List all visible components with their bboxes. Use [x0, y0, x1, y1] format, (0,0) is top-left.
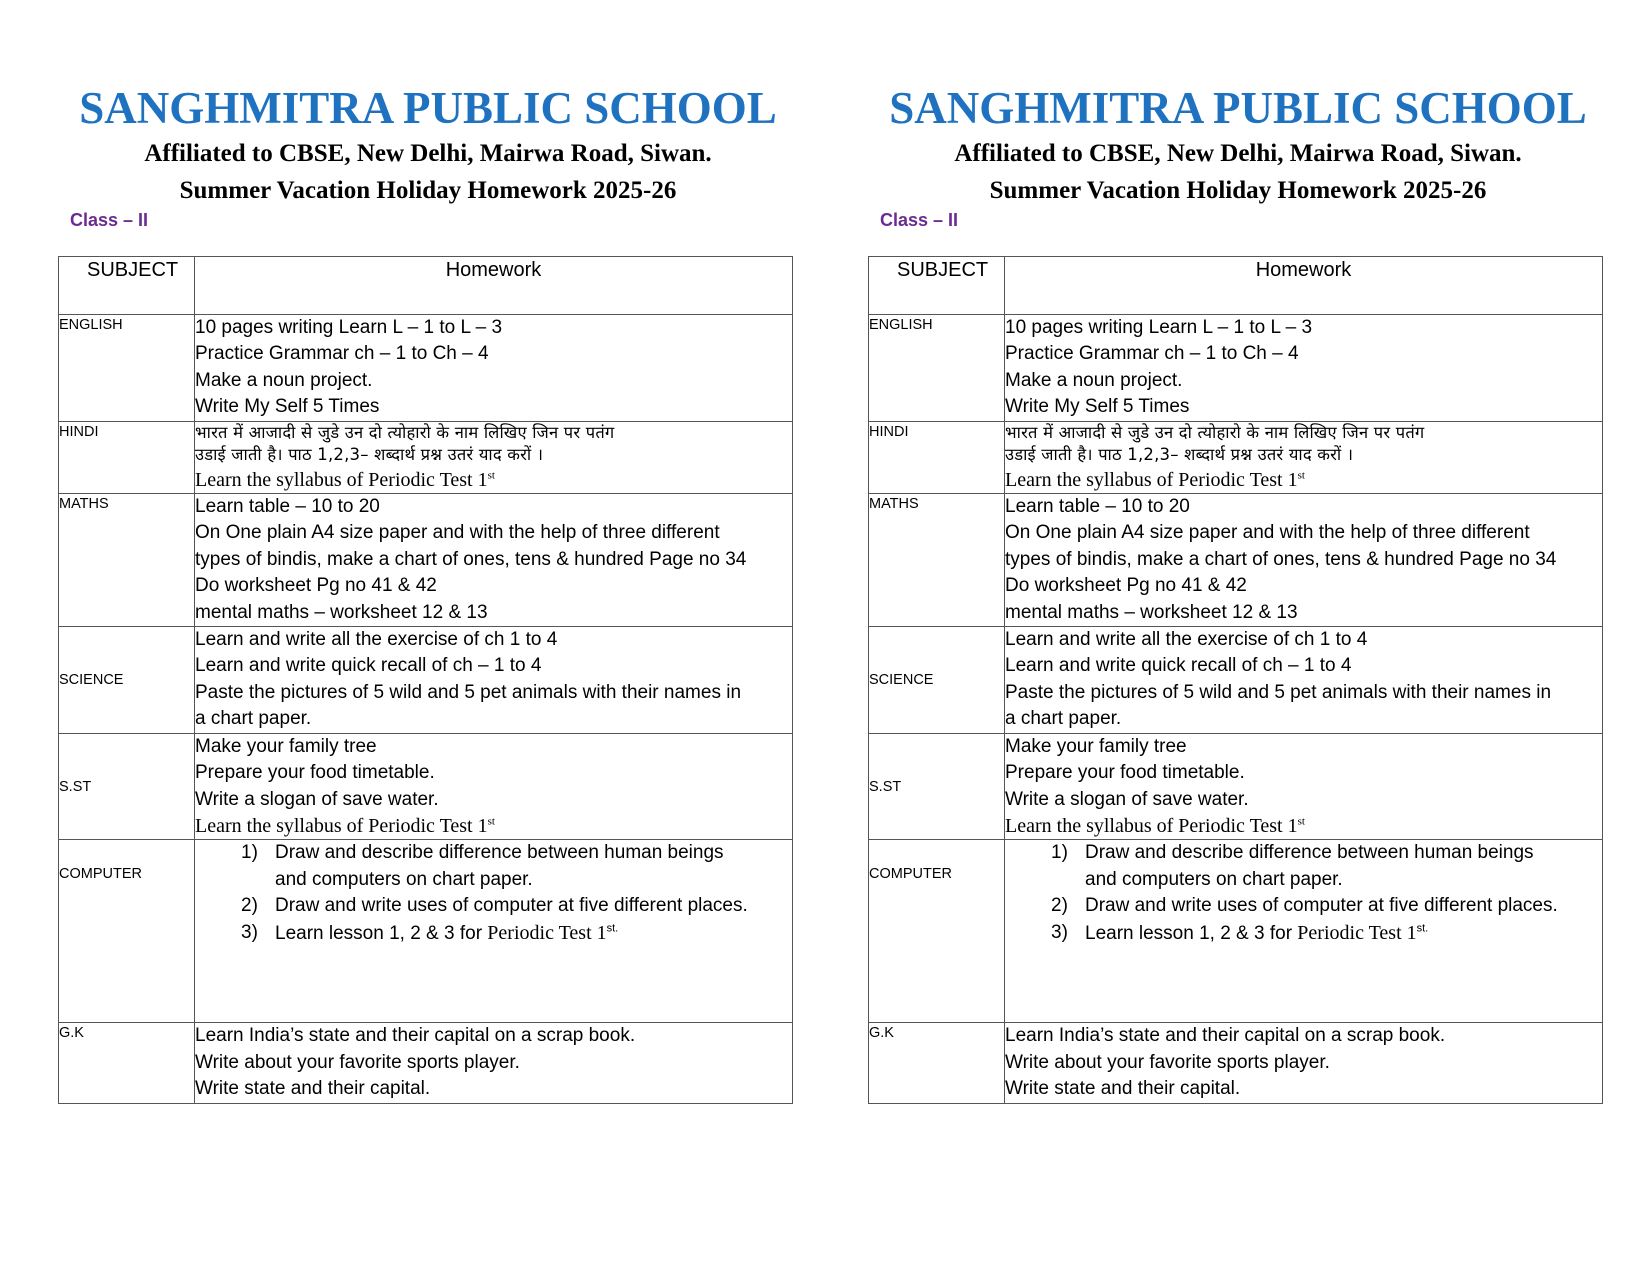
homework-line: Learn and write all the exercise of ch 1 to 4: [195, 629, 558, 651]
homework-line: Learn table – 10 to 20: [1005, 496, 1190, 518]
homework-line: Make your family tree: [1005, 735, 1187, 757]
computer-task-list: [195, 840, 792, 947]
subject-cell: S.ST: [869, 733, 1005, 840]
homework-line: Practice Grammar ch – 1 to Ch – 4: [195, 343, 489, 365]
table-row-maths: [869, 494, 1603, 627]
homework-cell: [1005, 840, 1603, 1023]
periodic-test-line: [195, 467, 792, 493]
subject-cell: G.K: [59, 1023, 195, 1103]
homework-table: [58, 256, 793, 1104]
table-header-row: [59, 257, 793, 315]
homework-cell: [195, 421, 793, 493]
homework-line: and computers on chart paper.: [275, 868, 533, 890]
homework-line: Do worksheet Pg no 41 & 42: [1005, 575, 1247, 597]
list-number: 2): [1051, 895, 1068, 917]
homework-line: Draw and write uses of computer at five different places.: [275, 895, 748, 917]
homework-cell: [195, 733, 793, 840]
school-name: SANGHMITRA PUBLIC SCHOOL: [889, 83, 1587, 133]
homework-line: a chart paper.: [195, 708, 312, 730]
homework-line: Prepare your food timetable.: [1005, 762, 1245, 784]
subject-cell: S.ST: [59, 733, 195, 840]
class-label: Class – II: [70, 210, 149, 230]
list-item: [1005, 920, 1602, 947]
homework-line: mental maths – worksheet 12 & 13: [1005, 601, 1298, 623]
homework-line: [275, 920, 792, 947]
table-row-science: [59, 627, 793, 734]
table-row-hindi: [869, 421, 1603, 493]
homework-cell: [195, 840, 793, 1023]
homework-cell: [1005, 315, 1603, 422]
subject-cell: ENGLISH: [59, 315, 195, 422]
table-row-sst: [869, 733, 1603, 840]
homework-cell: [195, 315, 793, 422]
homework-line: उडाई जाती है। पाठ 1,2,3– शब्दार्थ प्रश्न उतरं याद करों ।: [1005, 445, 1354, 465]
homework-line: [1085, 920, 1602, 947]
subject-cell: SCIENCE: [59, 627, 195, 734]
homework-line: On One plain A4 size paper and with the help of three different: [1005, 522, 1530, 544]
table-row-english: [59, 315, 793, 422]
homework-cell: [1005, 494, 1603, 627]
subject-cell: HINDI: [59, 421, 195, 493]
subject-cell: HINDI: [869, 421, 1005, 493]
homework-line: Practice Grammar ch – 1 to Ch – 4: [1005, 343, 1299, 365]
periodic-test-line: [1005, 467, 1602, 493]
homework-line: types of bindis, make a chart of ones, tens & hundred Page no 34: [1005, 548, 1557, 570]
list-item: [1005, 893, 1602, 919]
homework-line: Write state and their capital.: [1005, 1078, 1241, 1100]
homework-line: 10 pages writing Learn L – 1 to L – 3: [1005, 317, 1313, 338]
homework-line: Learn and write all the exercise of ch 1 to 4: [1005, 629, 1368, 651]
ordinal-suffix: st: [487, 468, 495, 481]
homework-line: On One plain A4 size paper and with the help of three different: [195, 522, 720, 544]
homework-cell: [195, 627, 793, 734]
periodic-test-text: Learn the syllabus of Periodic Test 1: [1005, 468, 1298, 491]
column-header-subject: SUBJECT: [869, 257, 1005, 315]
class-label: Class – II: [880, 210, 959, 230]
table-row-science: [869, 627, 1603, 734]
periodic-test-text: Learn the syllabus of Periodic Test 1: [1005, 814, 1298, 837]
school-name: SANGHMITRA PUBLIC SCHOOL: [79, 83, 777, 133]
subject-cell: COMPUTER: [59, 840, 195, 1023]
homework-cell: [1005, 627, 1603, 734]
homework-line: Write a slogan of save water.: [1005, 788, 1249, 810]
homework-line: Paste the pictures of 5 wild and 5 pet animals with their names in: [1005, 681, 1552, 703]
periodic-test-line: [1005, 813, 1602, 839]
affiliation-line: Affiliated to CBSE, New Delhi, Mairwa Road, Siwan.: [954, 140, 1522, 167]
homework-cell: [195, 1023, 793, 1103]
computer-task-list: [1005, 840, 1602, 947]
homework-line: Learn India’s state and their capital on a scrap book.: [1005, 1025, 1446, 1047]
table-header-row: [869, 257, 1603, 315]
table-row-hindi: [59, 421, 793, 493]
list-number: 2): [241, 895, 258, 917]
table-row-english: [869, 315, 1603, 422]
homework-line: Make a noun project.: [195, 369, 373, 391]
subject-cell: COMPUTER: [869, 840, 1005, 1023]
homework-line: Write about your favorite sports player.: [1005, 1051, 1330, 1073]
table-row-computer: [869, 840, 1603, 1023]
homework-line: types of bindis, make a chart of ones, tens & hundred Page no 34: [195, 548, 747, 570]
homework-cell: [1005, 733, 1603, 840]
homework-line: Make your family tree: [195, 735, 377, 757]
column-header-homework: Homework: [1005, 257, 1603, 315]
table-row-maths: [59, 494, 793, 627]
homework-line: Paste the pictures of 5 wild and 5 pet animals with their names in: [195, 681, 742, 703]
ordinal-suffix: st.: [1416, 922, 1429, 935]
periodic-test-text: Periodic Test 1: [487, 921, 607, 944]
homework-line: Write about your favorite sports player.: [195, 1051, 520, 1073]
homework-text: Learn lesson 1, 2 & 3 for: [1085, 922, 1298, 944]
table-row-gk: [869, 1023, 1603, 1103]
ordinal-suffix: st: [1297, 815, 1305, 828]
homework-line: Learn and write quick recall of ch – 1 to 4: [195, 655, 542, 677]
table-row-computer: [59, 840, 793, 1023]
subject-cell: ENGLISH: [869, 315, 1005, 422]
list-item: [195, 893, 792, 919]
list-number: 3): [241, 921, 258, 943]
table-row-sst: [59, 733, 793, 840]
homework-line: भारत में आजादी से जुडे उन दो त्योहारो के नाम लिखिए जिन पर पतंग: [195, 422, 615, 442]
list-number: 1): [1051, 842, 1068, 864]
ordinal-suffix: st.: [606, 922, 619, 935]
list-number: 1): [241, 842, 258, 864]
homework-title: Summer Vacation Holiday Homework 2025-26: [179, 177, 677, 204]
list-item: [195, 920, 792, 947]
affiliation-line: Affiliated to CBSE, New Delhi, Mairwa Road, Siwan.: [144, 140, 712, 167]
homework-line: and computers on chart paper.: [1085, 868, 1343, 890]
subject-cell: G.K: [869, 1023, 1005, 1103]
homework-line: Draw and write uses of computer at five different places.: [1085, 895, 1558, 917]
table-row-gk: [59, 1023, 793, 1103]
homework-table: [868, 256, 1603, 1104]
column-header-homework: Homework: [195, 257, 793, 315]
homework-cell: [195, 494, 793, 627]
list-number: 3): [1051, 921, 1068, 943]
homework-line: Draw and describe difference between human beings: [275, 842, 724, 864]
homework-line: भारत में आजादी से जुडे उन दो त्योहारो के नाम लिखिए जिन पर पतंग: [1005, 422, 1425, 442]
homework-cell: [1005, 421, 1603, 493]
homework-line: Write My Self 5 Times: [1005, 396, 1190, 418]
homework-line: उडाई जाती है। पाठ 1,2,3– शब्दार्थ प्रश्न उतरं याद करों ।: [195, 445, 544, 465]
homework-line: Prepare your food timetable.: [195, 762, 435, 784]
ordinal-suffix: st: [1297, 468, 1305, 481]
homework-line: Learn and write quick recall of ch – 1 to 4: [1005, 655, 1352, 677]
column-header-subject: SUBJECT: [59, 257, 195, 315]
list-item: [1005, 840, 1602, 893]
ordinal-suffix: st: [487, 815, 495, 828]
periodic-test-text: Learn the syllabus of Periodic Test 1: [195, 468, 488, 491]
periodic-test-text: Periodic Test 1: [1297, 921, 1417, 944]
homework-line: mental maths – worksheet 12 & 13: [195, 601, 488, 623]
homework-line: Write a slogan of save water.: [195, 788, 439, 810]
subject-cell: SCIENCE: [869, 627, 1005, 734]
periodic-test-text: Learn the syllabus of Periodic Test 1: [195, 814, 488, 837]
homework-line: 10 pages writing Learn L – 1 to L – 3: [195, 317, 503, 338]
homework-title: Summer Vacation Holiday Homework 2025-26: [989, 177, 1487, 204]
list-item: [195, 840, 792, 893]
homework-line: a chart paper.: [1005, 708, 1122, 730]
subject-cell: MATHS: [59, 494, 195, 627]
homework-line: Learn table – 10 to 20: [195, 496, 380, 518]
homework-line: Write My Self 5 Times: [195, 396, 380, 418]
subject-cell: MATHS: [869, 494, 1005, 627]
homework-line: Make a noun project.: [1005, 369, 1183, 391]
homework-cell: [1005, 1023, 1603, 1103]
homework-line: Draw and describe difference between human beings: [1085, 842, 1534, 864]
periodic-test-line: [195, 813, 792, 839]
homework-line: Write state and their capital.: [195, 1078, 431, 1100]
homework-line: Learn India’s state and their capital on a scrap book.: [195, 1025, 636, 1047]
homework-line: Do worksheet Pg no 41 & 42: [195, 575, 437, 597]
homework-text: Learn lesson 1, 2 & 3 for: [275, 922, 488, 944]
